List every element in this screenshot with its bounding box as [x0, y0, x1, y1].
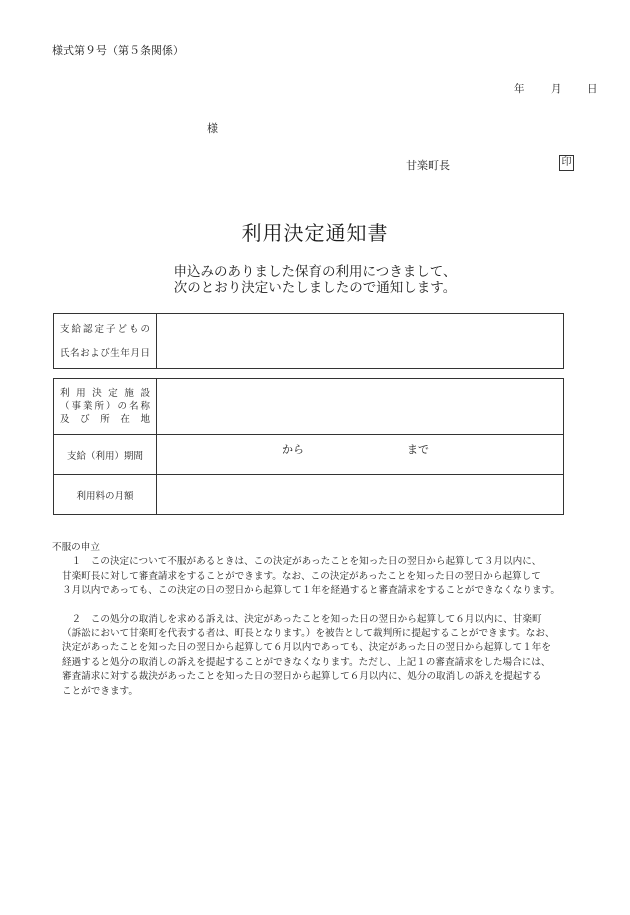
issuer-name: 甘楽町長: [406, 159, 450, 172]
period-to-text: まで: [407, 443, 429, 456]
appeal-p2-line-1: ２ この処分の取消しを求める訴えは、決定があったことを知った日の翌日から起算して６月以内に、甘楽町: [62, 613, 542, 625]
appeal-section: [52, 541, 560, 699]
appeal-p2-line-2: （訴訟において甘楽町を代表する者は、町長となります。）を被告として裁判所に提起することができます。なお、: [62, 628, 555, 640]
child-name-label: [54, 314, 157, 369]
child-info-table: [53, 313, 564, 369]
child-name-label-line-1: 支給認定子どもの: [60, 323, 150, 335]
child-name-label-line-2: 氏名および生年月日: [60, 347, 150, 359]
appeal-p2-line-6: ことができます。: [62, 685, 138, 697]
document-title: 利用決定通知書: [241, 221, 389, 245]
date-day-label: 日: [587, 83, 598, 95]
appeal-p2-line-3: 決定があったことを知った日の翌日から起算して６月以内であっても、決定があった日の翌日から起算して１年を: [62, 642, 551, 654]
appeal-heading: 不服の申立: [52, 542, 100, 553]
fee-value[interactable]: [157, 475, 564, 515]
facility-label-line-1: 利用決定施設: [60, 388, 150, 399]
fee-label: 利用料の月額: [54, 475, 157, 515]
child-name-value[interactable]: [157, 314, 564, 369]
seal-mark: 印: [559, 155, 574, 171]
appeal-p2-line-5: 審査請求に対する裁決があったことを知った日の翌日から起算して６月以内に、処分の取消しの訴えを提起する: [62, 671, 542, 683]
facility-label: [54, 379, 157, 435]
facility-label-line-2: （事業所）の名称: [60, 401, 150, 412]
period-label: 支給（利用）期間: [54, 435, 157, 475]
appeal-p1-line-3: ３月以内であっても、この決定の日の翌日から起算して１年を経過すると審査請求をすることができなくなります。: [62, 585, 561, 597]
appeal-p1-line-1: １ この決定について不服があるときは、この決定があったことを知った日の翌日から起算して３月以内に、: [62, 556, 542, 568]
date-month-label: 月: [551, 83, 562, 95]
period-value[interactable]: [157, 435, 564, 475]
intro-line-1: 申込みのありました保育の利用につきまして、: [173, 264, 457, 280]
appeal-p2-line-4: 経過すると処分の取消しの訴えを提起することができなくなります。ただし、上記１の審査請求をした場合には、: [62, 656, 551, 668]
addressee-suffix: 様: [207, 122, 218, 135]
decision-table: [53, 378, 564, 515]
form-number: 様式第９号（第５条関係）: [52, 44, 184, 57]
intro-text: [0, 264, 630, 296]
date-year-label: 年: [514, 83, 525, 95]
appeal-p1-line-2: 甘楽町長に対して審査請求をすることができます。なお、この決定があったことを知った日の翌日から起算して: [62, 570, 541, 582]
facility-label-line-3: 及び所在地: [60, 414, 150, 425]
facility-value[interactable]: [157, 379, 564, 435]
period-from-text: から: [282, 443, 304, 456]
intro-line-2: 次のとおり決定いたしましたので通知します。: [173, 280, 457, 296]
